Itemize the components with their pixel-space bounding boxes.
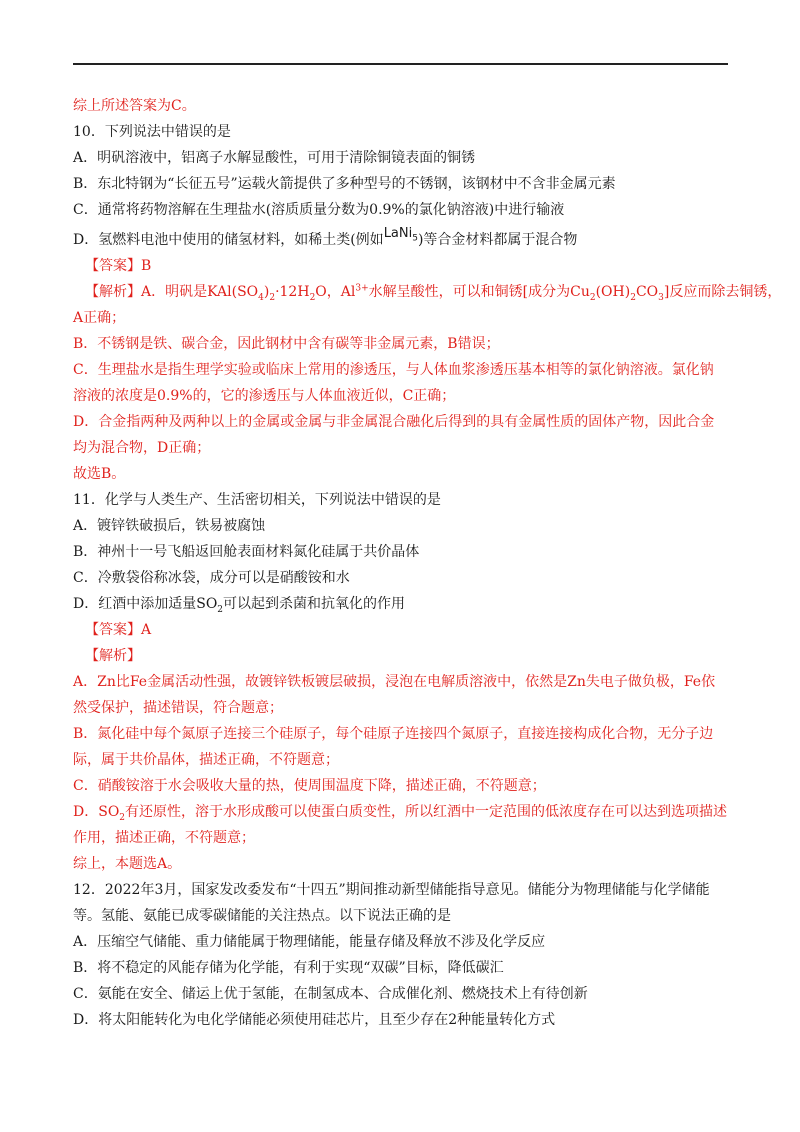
q11-option-d-post: 可以起到杀菌和抗氧化的作用	[223, 596, 406, 612]
alum-formula-3: ·12H	[275, 284, 310, 300]
rust-sub-3: 3	[658, 292, 664, 303]
q10-analysis-a-line1	[73, 279, 782, 305]
q10-conclusion: 故选B。	[73, 466, 126, 482]
so2-analysis-sub: 2	[119, 812, 126, 823]
q11-analysis-a-line1: A．Zn比Fe金属活动性强，故镀锌铁板镀层破损，浸泡在电解质溶液中，依然是Zn失电子做负极，Fe依	[73, 674, 716, 690]
page-content	[73, 93, 782, 1033]
q10-stem: 10．下列说法中错误的是	[73, 124, 231, 140]
q12-stem-line1: 12．2022年3月，国家发改委发布“十四五”期间推动新型储能指导意见。储能分为物理储能与化学储能	[73, 882, 710, 898]
q11-analysis-d-line1	[73, 799, 728, 825]
q10-analysis-d-line1: D．合金指两种及两种以上的金属或金属与非金属混合融化后得到的具有金属性质的固体产物，因此合金	[73, 414, 715, 430]
alum-sub-2: 2	[269, 292, 276, 303]
q10-option-c: C．通常将药物溶解在生理盐水(溶质质量分数为0.9%的氯化钠溶液)中进行输液	[73, 202, 565, 218]
q10-option-b: B．东北特钢为“长征五号”运载火箭提供了多种型号的不锈钢，该钢材中不含非金属元素	[73, 176, 616, 192]
q10-answer: 【答案】B	[85, 258, 152, 274]
q12-stem-line2: 等。氢能、氨能已成零碳储能的关注热点。以下说法正确的是	[73, 908, 451, 924]
q11-option-d-pre: D．红酒中添加适量SO	[73, 596, 218, 612]
q11-option-d	[73, 591, 728, 617]
rust-sub-1: 2	[589, 292, 596, 303]
alum-formula-4: O，Al	[315, 284, 356, 300]
prev-summary: 综上所述答案为C。	[73, 98, 196, 114]
rust-sub-2: 2	[630, 292, 636, 303]
q10-option-d	[73, 223, 728, 253]
q10-analysis-a-line2: A正确；	[73, 310, 126, 326]
header-rule	[73, 63, 728, 65]
q12-option-a: A．压缩空气储能、重力储能属于物理储能，能量存储及释放不涉及化学反应	[73, 934, 546, 950]
q10-analysis-c-line1: C．生理盐水是指生理学实验或临床上常用的渗透压，与人体血浆渗透压基本相等的氯化钠溶液。氯化钠	[73, 362, 714, 378]
q11-answer: 【答案】A	[85, 622, 152, 638]
q10-analysis-a-mid: 水解呈酸性，可以和铜锈[成分为Cu	[368, 284, 590, 300]
q10-analysis-a-tail: ]反应而除去铜锈，	[663, 284, 782, 300]
q11-analysis-d-post: 有还原性，溶于水形成酸可以使蛋白质变性，所以红酒中一定范围的低浓度存在可以达到选项描述	[125, 804, 728, 820]
q11-analysis-b-line1: B．氮化硅中每个氮原子连接三个硅原子，每个硅原子连接四个氮原子，直接连接构成化合物，无分子边	[73, 726, 714, 742]
q10-analysis-d-line2: 均为混合物，D正确；	[73, 440, 211, 456]
q11-analysis-d-line2: 作用，描述正确，不符题意；	[73, 830, 255, 846]
alum-sub-3: 2	[309, 292, 316, 303]
q11-analysis-c: C．硝酸铵溶于水会吸收大量的热，使周围温度下降，描述正确，不符题意；	[73, 778, 546, 794]
q11-option-a: A．镀锌铁破损后，铁易被腐蚀	[73, 518, 266, 534]
q10-analysis-a-prefix: 【解析】A．明矾是	[85, 284, 208, 300]
lani-sub: 5	[412, 233, 418, 244]
q11-analysis-d-pre: D．SO	[73, 804, 120, 820]
q11-analysis-a-line2: 然受保护，描述错误，符合题意；	[73, 700, 283, 716]
alum-formula-1: KAl(SO	[207, 284, 259, 300]
lani5-formula	[383, 226, 418, 244]
q11-option-c: C．冷敷袋俗称冰袋，成分可以是硝酸铵和水	[73, 570, 350, 586]
q10-analysis-b: B．不锈钢是铁、碳合金，因此钢材中含有碳等非金属元素，B错误；	[73, 336, 500, 352]
q11-analysis-label: 【解析】	[85, 648, 141, 664]
alum-formula-2: )	[263, 284, 270, 300]
lani-main: LaNi	[383, 226, 413, 241]
q11-stem: 11．化学与人类生产、生活密切相关，下列说法中错误的是	[73, 492, 441, 508]
q12-option-d: D．将太阳能转化为电化学储能必须使用硅芯片，且至少存在2种能量转化方式	[73, 1012, 556, 1028]
alum-sub-1: 4	[258, 292, 264, 303]
q12-option-c: C．氨能在安全、储运上优于氢能，在制氢成本、合成催化剂、燃烧技术上有待创新	[73, 986, 588, 1002]
q10-analysis-a-mid3: CO	[635, 284, 659, 300]
q10-option-a: A．明矾溶液中，铝离子水解显酸性，可用于清除铜镜表面的铜锈	[73, 150, 476, 166]
q11-option-b: B．神州十一号飞船返回舱表面材料氮化硅属于共价晶体	[73, 544, 420, 560]
q11-analysis-b-line2: 际，属于共价晶体，描述正确，不符题意；	[73, 752, 339, 768]
q10-analysis-c-line2: 溶液的浓度是0.9%的，它的渗透压与人体血液近似，C正确；	[73, 388, 456, 404]
so2-sub: 2	[217, 604, 224, 615]
q10-analysis-a-mid2: (OH)	[595, 284, 631, 300]
q12-option-b: B．将不稳定的风能存储为化学能，有利于实现“双碳”目标，降低碳汇	[73, 960, 504, 976]
q10-option-d-pre: D．氢燃料电池中使用的储氢材料，如稀土类(例如	[73, 232, 384, 248]
al-charge: 3+	[355, 283, 369, 294]
q11-conclusion: 综上，本题选A。	[73, 856, 182, 872]
q10-option-d-post: )等合金材料都属于混合物	[417, 232, 578, 248]
